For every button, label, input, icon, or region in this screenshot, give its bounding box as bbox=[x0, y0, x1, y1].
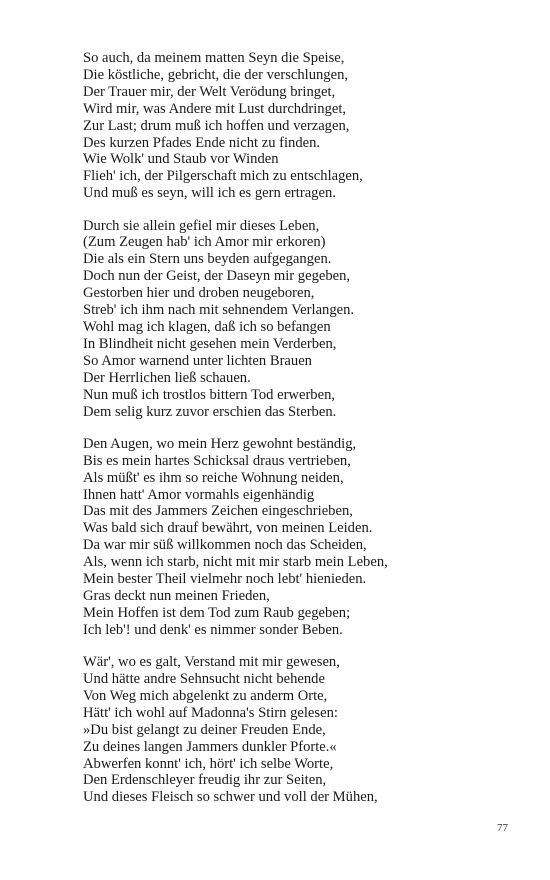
page-number: 77 bbox=[497, 822, 508, 834]
verse-line: Den Erdenschleyer freudig ihr zur Seiten, bbox=[83, 772, 327, 789]
verse-line: Und hätte andre Sehnsucht nicht behende bbox=[83, 670, 325, 687]
verse-line: Bis es mein hartes Schicksal draus vertrieben, bbox=[83, 452, 351, 469]
verse-line: Ich leb'! und denk' es nimmer sonder Beben. bbox=[83, 621, 343, 638]
verse-line: Und dieses Fleisch so schwer und voll der Mühen, bbox=[83, 789, 378, 806]
verse-line: Doch nun der Geist, der Daseyn mir gegeben, bbox=[83, 268, 351, 285]
verse-line: So Amor warnend unter lichten Brauen bbox=[83, 352, 312, 369]
verse-line: Flieh' ich, der Pilgerschaft mich zu entschlagen, bbox=[83, 168, 363, 185]
verse-line: Zu deines langen Jammers dunkler Pforte.« bbox=[83, 738, 337, 755]
verse-line: Das mit des Jammers Zeichen eingeschrieben, bbox=[83, 503, 353, 520]
verse-line: Als müßt' es ihm so reiche Wohnung neiden, bbox=[83, 469, 344, 486]
verse-line: Hätt' ich wohl auf Madonna's Stirn gelesen: bbox=[83, 704, 338, 721]
stanza-1 bbox=[83, 50, 523, 202]
verse-line: Zur Last; drum muß ich hoffen und verzagen, bbox=[83, 117, 350, 134]
verse-line: In Blindheit nicht gesehen mein Verderben, bbox=[83, 335, 337, 352]
verse-line: Durch sie allein gefiel mir dieses Leben, bbox=[83, 217, 320, 234]
verse-line: So auch, da meinem matten Seyn die Speise, bbox=[83, 50, 345, 66]
verse-line: Den Augen, wo mein Herz gewohnt beständig, bbox=[83, 435, 357, 452]
verse-line: Und muß es seyn, will ich es gern ertragen. bbox=[83, 185, 336, 202]
verse-line: Wohl mag ich klagen, daß ich so befangen bbox=[83, 318, 331, 335]
verse-line: Die köstliche, gebricht, die der verschlungen, bbox=[83, 66, 349, 83]
stanza-3 bbox=[83, 436, 523, 639]
verse-line: Da war mir süß willkommen noch das Scheiden, bbox=[83, 537, 367, 554]
stanza-4 bbox=[83, 654, 523, 806]
verse-line: (Zum Zeugen hab' ich Amor mir erkoren) bbox=[83, 234, 326, 251]
verse-line: Als, wenn ich starb, nicht mit mir starb mein Leben, bbox=[83, 554, 388, 571]
verse-line: Nun muß ich trostlos bittern Tod erwerben, bbox=[83, 386, 336, 403]
verse-line: Gras deckt nun meinen Frieden, bbox=[83, 587, 270, 604]
verse-line: Dem selig kurz zuvor erschien das Sterben. bbox=[83, 403, 337, 420]
verse-line: Von Weg mich abgelenkt zu anderm Orte, bbox=[83, 687, 328, 704]
verse-line: Mein bester Theil vielmehr noch lebt' hienieden. bbox=[83, 571, 367, 588]
verse-line: »Du bist gelangt zu deiner Freuden Ende, bbox=[83, 721, 326, 738]
verse-line: Abwerfen konnt' ich, hört' ich selbe Worte, bbox=[83, 755, 334, 772]
verse-line: Was bald sich drauf bewährt, von meinen Leiden. bbox=[83, 520, 373, 537]
verse-line: Der Trauer mir, der Welt Verödung bringet, bbox=[83, 83, 336, 100]
verse-line: Gestorben hier und droben neugeboren, bbox=[83, 285, 315, 302]
stanza-2 bbox=[83, 218, 523, 421]
verse-line: Ihnen hatt' Amor vormahls eigenhändig bbox=[83, 486, 315, 503]
verse-line: Der Herrlichen ließ schauen. bbox=[83, 369, 251, 386]
verse-line: Des kurzen Pfades Ende nicht zu finden. bbox=[83, 134, 321, 151]
poem-text bbox=[83, 50, 523, 822]
verse-line: Wie Wolk' und Staub vor Winden bbox=[83, 151, 279, 168]
verse-line: Wird mir, was Andere mit Lust durchdringet, bbox=[83, 100, 347, 117]
verse-line: Streb' ich ihm nach mit sehnendem Verlangen. bbox=[83, 302, 355, 319]
verse-line: Mein Hoffen ist dem Tod zum Raub gegeben; bbox=[83, 604, 351, 621]
verse-line: Wär', wo es galt, Verstand mit mir gewesen, bbox=[83, 654, 340, 671]
verse-line: Die als ein Stern uns beyden aufgegangen. bbox=[83, 251, 332, 268]
